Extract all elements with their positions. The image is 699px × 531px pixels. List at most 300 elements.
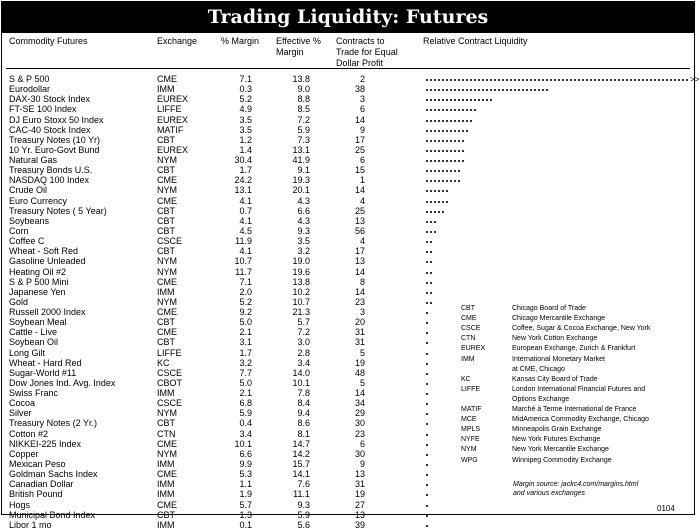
- contracts-value: 14: [354, 388, 365, 398]
- margin-value: 9.2: [239, 307, 252, 317]
- contracts-value: 23: [354, 296, 365, 307]
- margin-value: 5.0: [239, 317, 252, 328]
- exchange-code: NYM: [157, 155, 177, 165]
- liquidity-dots: [425, 241, 433, 243]
- source-note-line-2: and various exchanges: [513, 490, 585, 497]
- liquidity-dots: [425, 434, 429, 436]
- commodity-name: Copper: [9, 448, 39, 459]
- legend-name: New York Mercantile Exchange: [512, 446, 609, 454]
- commodity-name: S & P 500: [9, 74, 50, 84]
- contracts-value: 20: [354, 317, 365, 328]
- effective-margin-value: 8.8: [297, 94, 310, 105]
- contracts-value: 13: [354, 509, 365, 520]
- effective-margin-value: 3.0: [297, 337, 310, 348]
- commodity-name: Heating Oil #2: [9, 266, 67, 277]
- exchange-code: MATIF: [157, 124, 184, 135]
- legend-name: Chicago Mercantile Exchange: [512, 315, 605, 323]
- margin-value: 10.7: [234, 256, 252, 267]
- margin-value: 11.7: [235, 266, 252, 277]
- liquidity-dots: [425, 292, 433, 294]
- contracts-value: 17: [354, 246, 365, 257]
- contracts-value: 14: [354, 266, 365, 277]
- commodity-name: Sugar-World #11: [9, 367, 77, 378]
- effective-margin-value: 20.1: [292, 185, 310, 196]
- margin-value: 0.1: [239, 519, 252, 530]
- effective-margin-value: 13.8: [292, 276, 310, 287]
- liquidity-dots: [425, 170, 461, 172]
- liquidity-dots: [425, 494, 429, 496]
- exchange-code: CME: [157, 195, 177, 206]
- legend-code: WPG: [461, 456, 478, 464]
- legend-name: New York Cotton Exchange: [512, 335, 598, 343]
- contracts-value: 8: [359, 276, 365, 287]
- contracts-value: 30: [354, 418, 365, 429]
- contracts-value: 23: [354, 428, 365, 439]
- commodity-name: Corn: [9, 226, 29, 236]
- legend-code: NYFE: [461, 436, 480, 444]
- contracts-value: 2: [359, 74, 365, 84]
- contracts-value: 31: [354, 479, 365, 490]
- contracts-value: 6: [359, 438, 365, 449]
- commodity-name: Euro Currency: [9, 195, 68, 206]
- margin-value: 13.1: [234, 185, 252, 196]
- liquidity-dots: [425, 474, 429, 476]
- commodity-name: NASDAQ 100 Index: [9, 175, 90, 186]
- legend-name: Minneapolis Grain Exchange: [512, 426, 602, 434]
- chart-title: Trading Liquidity: Futures: [2, 2, 694, 33]
- contracts-value: 13: [354, 469, 365, 480]
- liquidity-dots: [425, 79, 689, 81]
- exchange-code: CBT: [157, 215, 175, 226]
- exchange-code: IMM: [157, 286, 175, 297]
- contracts-value: 14: [354, 286, 365, 297]
- commodity-name: NIKKEI-225 Index: [9, 438, 82, 449]
- exchange-code: IMM: [157, 479, 175, 490]
- margin-value: 3.2: [239, 357, 252, 368]
- exchange-code: CME: [157, 276, 177, 287]
- effective-margin-value: 7.6: [297, 479, 310, 490]
- commodity-name: 10 Yr. Euro-Govt Bund: [9, 144, 100, 155]
- margin-value: 10.1: [234, 438, 252, 449]
- exchange-code: EUREX: [157, 144, 189, 155]
- liquidity-dots: [425, 302, 433, 304]
- exchange-code: CBT: [157, 509, 175, 520]
- effective-margin-value: 9.3: [297, 226, 310, 236]
- commodity-name: Crude Oil: [9, 185, 48, 196]
- commodity-name: Natural Gas: [9, 155, 58, 165]
- liquidity-dots: [425, 423, 429, 425]
- effective-margin-value: 5.6: [297, 519, 310, 530]
- exchange-code: KC: [157, 357, 170, 368]
- legend-code: CBT: [461, 305, 475, 312]
- effective-margin-value: 4.3: [297, 215, 310, 226]
- exchange-code: CSCE: [157, 398, 183, 409]
- source-note-line-1: Margin source: jackc4.com/margins.html: [513, 481, 639, 488]
- exchange-code: CME: [157, 499, 177, 510]
- effective-margin-value: 19.0: [292, 256, 310, 267]
- liquidity-dots: [425, 109, 477, 111]
- margin-value: 6.8: [239, 398, 252, 409]
- liquidity-dots: [425, 322, 429, 324]
- margin-value: 5.3: [239, 469, 252, 480]
- liquidity-dots: [425, 221, 437, 223]
- exchange-code: CSCE: [157, 367, 183, 378]
- commodity-name: Treasury Notes (10 Yr): [9, 134, 101, 145]
- effective-margin-value: 5.9: [297, 509, 310, 520]
- figure-id: 0104: [657, 504, 675, 513]
- source-note: [513, 480, 693, 498]
- contracts-value: 13: [354, 215, 365, 226]
- contracts-value: 5: [359, 377, 365, 388]
- legend-code: CME: [461, 315, 477, 323]
- legend-code: MCE: [461, 416, 477, 424]
- header-rule: [6, 68, 690, 69]
- exchange-code: IMM: [157, 519, 175, 530]
- exchange-code: CBOT: [157, 377, 183, 388]
- margin-value: 1.9: [239, 489, 252, 500]
- margin-value: 4.1: [239, 195, 252, 206]
- contracts-value: 34: [354, 398, 365, 409]
- exchange-code: NYM: [157, 266, 177, 277]
- contracts-value: 4: [359, 236, 365, 247]
- liquidity-dots: [425, 373, 429, 375]
- margin-value: 7.7: [239, 367, 252, 378]
- effective-margin-value: 5.9: [297, 124, 310, 135]
- commodity-name: Swiss Franc: [9, 388, 59, 398]
- liquidity-dots: [425, 120, 473, 122]
- contracts-value: 5: [359, 347, 365, 358]
- liquidity-dots: [425, 515, 429, 517]
- contracts-value: 19: [354, 357, 365, 368]
- exchange-code: CME: [157, 74, 177, 84]
- exchange-code: CBT: [157, 226, 175, 236]
- exchange-code: CBT: [157, 205, 175, 216]
- effective-margin-value: 14.1: [292, 469, 310, 480]
- overflow-arrow: >>: [690, 75, 699, 84]
- liquidity-dots: [425, 363, 429, 365]
- effective-margin-value: 9.0: [297, 84, 310, 95]
- effective-margin-value: 3.4: [297, 357, 310, 368]
- margin-value: 3.4: [239, 428, 252, 439]
- effective-margin-value: 3.5: [297, 236, 310, 247]
- contracts-value: 14: [354, 185, 365, 196]
- contracts-value: 3: [359, 94, 365, 105]
- margin-value: 4.1: [239, 246, 252, 257]
- exchange-code: CBT: [157, 418, 175, 429]
- effective-margin-value: 3.2: [297, 246, 310, 257]
- legend-name: London International Financial Futures and: [512, 385, 646, 393]
- margin-value: 4.1: [239, 215, 252, 226]
- contracts-value: 15: [354, 165, 365, 176]
- liquidity-dots: [425, 140, 465, 142]
- contracts-value: 25: [354, 144, 365, 155]
- commodity-name: Russell 2000 Index: [9, 307, 86, 317]
- exchange-code: NYM: [157, 256, 177, 267]
- legend-name: Options Exchange: [512, 395, 570, 403]
- legend-code: IMM: [461, 355, 475, 363]
- effective-margin-value: 14.7: [292, 438, 310, 449]
- liquidity-dots: [425, 353, 429, 355]
- contracts-value: 30: [354, 448, 365, 459]
- margin-value: 5.2: [239, 296, 252, 307]
- margin-value: 5.9: [239, 408, 252, 419]
- liquidity-dots: [425, 150, 465, 152]
- effective-margin-value: 7.8: [297, 388, 310, 398]
- liquidity-dots: [425, 261, 433, 263]
- effective-margin-value: 10.1: [292, 377, 310, 388]
- contracts-value: 56: [354, 226, 365, 236]
- legend-code: CTN: [461, 335, 476, 343]
- commodity-name: Eurodollar: [9, 84, 51, 95]
- figure-frame: [1, 1, 699, 530]
- exchange-code: CBT: [157, 317, 175, 328]
- liquidity-dots: [425, 393, 429, 395]
- exchange-code: IMM: [157, 84, 175, 95]
- header-contracts-1: Contracts to: [336, 36, 385, 46]
- liquidity-dots: [425, 332, 429, 334]
- liquidity-dots: [425, 342, 429, 344]
- effective-margin-value: 4.3: [297, 195, 310, 206]
- commodity-name: CAC-40 Stock Index: [9, 124, 91, 135]
- effective-margin-value: 19.6: [292, 266, 310, 277]
- liquidity-dots: [425, 180, 461, 182]
- commodity-name: Gold: [9, 296, 29, 307]
- margin-value: 0.3: [239, 84, 252, 95]
- commodity-name: Cattle - Live: [9, 327, 58, 338]
- exchange-code: CTN: [157, 428, 176, 439]
- margin-value: 5.7: [239, 499, 252, 510]
- legend-code: KC: [461, 375, 471, 383]
- header-commodity: Commodity Futures: [9, 36, 88, 46]
- effective-margin-value: 13.8: [292, 74, 310, 84]
- exchange-code: EUREX: [157, 94, 189, 105]
- effective-margin-value: 8.4: [297, 398, 310, 409]
- margin-value: 3.5: [239, 114, 252, 125]
- contracts-value: 14: [354, 114, 365, 125]
- exchange-code: CME: [157, 175, 177, 186]
- contracts-value: 9: [359, 458, 365, 469]
- effective-margin-value: 5.7: [297, 317, 310, 328]
- legend-name: Chicago Board of Trade: [512, 305, 586, 312]
- commodity-name: Silver: [9, 408, 32, 419]
- effective-margin-value: 11.1: [293, 489, 310, 500]
- liquidity-dots: [425, 272, 433, 274]
- exchange-code: CME: [157, 327, 177, 338]
- effective-margin-value: 8.5: [297, 104, 310, 115]
- commodity-name: British Pound: [9, 489, 63, 500]
- margin-value: 5.2: [239, 94, 252, 105]
- contracts-value: 13: [354, 256, 365, 267]
- margin-value: 3.5: [239, 124, 252, 135]
- commodity-name: Coffee C: [9, 236, 45, 247]
- commodity-name: Wheat - Soft Red: [9, 246, 79, 257]
- header-contracts-3: Dollar Profit: [336, 58, 384, 68]
- margin-value: 1.7: [239, 165, 252, 176]
- margin-value: 5.0: [239, 377, 252, 388]
- exchange-code: LIFFE: [157, 104, 182, 115]
- contracts-value: 1: [359, 175, 365, 186]
- legend-name: Winnipeg Commodity Exchange: [512, 456, 612, 464]
- contracts-value: 3: [359, 307, 365, 317]
- margin-value: 3.1: [239, 337, 252, 348]
- legend-name: at CME, Chicago: [512, 365, 565, 373]
- exchange-code: CSCE: [157, 236, 183, 247]
- commodity-name: Soybeans: [9, 215, 50, 226]
- exchange-code: LIFFE: [157, 347, 182, 358]
- margin-value: 7.1: [239, 74, 252, 84]
- exchange-code: NYM: [157, 408, 177, 419]
- effective-margin-value: 8.6: [297, 418, 310, 429]
- commodity-name: Libor 1 mo: [9, 519, 52, 530]
- liquidity-dots: [425, 160, 465, 162]
- liquidity-dots: [425, 413, 429, 415]
- commodity-name: Municipal Bond Index: [9, 509, 96, 520]
- header-margin: % Margin: [221, 36, 260, 46]
- effective-margin-value: 14.2: [292, 448, 310, 459]
- margin-value: 2.0: [239, 286, 252, 297]
- margin-value: 0.7: [239, 205, 252, 216]
- margin-value: 7.1: [239, 276, 252, 287]
- effective-margin-value: 13.1: [292, 144, 310, 155]
- commodity-name: Long Gilt: [9, 347, 46, 358]
- effective-margin-value: 7.2: [297, 114, 310, 125]
- liquidity-dots: [425, 251, 433, 253]
- legend-code: NYM: [461, 446, 477, 454]
- legend-name: Kansas City Board of Trade: [512, 375, 598, 383]
- liquidity-dots: [425, 525, 429, 527]
- margin-value: 1.3: [239, 509, 252, 520]
- contracts-value: 29: [354, 408, 365, 419]
- legend-name: Marché à Terme International de France: [512, 406, 637, 413]
- commodity-name: Mexican Peso: [9, 458, 66, 469]
- margin-value: 2.1: [239, 327, 252, 338]
- commodity-name: DAX-30 Stock Index: [9, 94, 91, 105]
- header-effective-1: Effective %: [276, 36, 321, 46]
- margin-value: 4.5: [239, 226, 252, 236]
- exchange-code: CBT: [157, 134, 175, 145]
- legend-name: New York Futures Exchange: [512, 436, 601, 444]
- contracts-value: 48: [354, 367, 365, 378]
- liquidity-dots: [425, 99, 493, 101]
- margin-value: 30.4: [234, 155, 252, 165]
- contracts-value: 6: [359, 155, 365, 165]
- effective-margin-value: 9.4: [297, 408, 310, 419]
- exchange-code: CME: [157, 469, 177, 480]
- commodity-name: Gasoline Unleaded: [9, 256, 86, 267]
- commodity-name: DJ Euro Stoxx 50 Index: [9, 114, 104, 125]
- effective-margin-value: 7.3: [297, 134, 310, 145]
- liquidity-dots: [425, 505, 429, 507]
- commodity-name: Hogs: [9, 499, 31, 510]
- commodity-name: Soybean Oil: [9, 337, 59, 348]
- effective-margin-value: 9.3: [297, 499, 310, 510]
- commodity-name: Goldman Sachs Index: [9, 469, 98, 480]
- liquidity-dots: [425, 89, 549, 91]
- liquidity-dots: [425, 231, 437, 233]
- legend-name: MidAmerica Commodity Exchange, Chicago: [512, 416, 649, 424]
- effective-margin-value: 8.1: [297, 428, 310, 439]
- liquidity-dots: [425, 130, 469, 132]
- commodity-name: Treasury Notes (2 Yr.): [9, 418, 98, 429]
- exchange-code: NYM: [157, 296, 177, 307]
- legend-code: EUREX: [461, 345, 486, 353]
- margin-value: 1.1: [239, 479, 252, 490]
- header-exchange: Exchange: [157, 36, 198, 46]
- legend-code: MPLS: [461, 426, 481, 434]
- liquidity-dots: [425, 444, 429, 446]
- effective-margin-value: 41.9: [292, 155, 310, 165]
- contracts-value: 27: [354, 499, 365, 510]
- contracts-value: 31: [354, 337, 365, 348]
- liquidity-dots: [425, 484, 429, 486]
- contracts-value: 38: [354, 84, 365, 95]
- contracts-value: 19: [354, 489, 365, 500]
- commodity-name: Soybean Meal: [9, 317, 67, 328]
- commodity-name: Dow Jones Ind. Avg. Index: [9, 377, 116, 388]
- legend-code: LIFFE: [461, 385, 481, 393]
- exchange-code: CME: [157, 307, 177, 317]
- effective-margin-value: 15.7: [292, 458, 310, 469]
- exchange-code: IMM: [157, 458, 175, 469]
- commodity-name: FT-SE 100 Index: [9, 104, 77, 115]
- liquidity-dots: [425, 403, 429, 405]
- contracts-value: 17: [354, 134, 365, 145]
- margin-value: 6.6: [239, 448, 252, 459]
- exchange-code: CBT: [157, 246, 175, 257]
- liquidity-dots: [425, 190, 449, 192]
- exchange-code: NYM: [157, 185, 177, 196]
- effective-margin-value: 9.1: [297, 165, 310, 176]
- contracts-value: 39: [354, 519, 365, 530]
- liquidity-dots: [425, 464, 429, 466]
- margin-value: 11.9: [235, 236, 252, 247]
- liquidity-dots: [425, 211, 445, 213]
- legend-code: MATIF: [461, 406, 482, 413]
- effective-margin-value: 7.2: [297, 327, 310, 338]
- exchange-code: IMM: [157, 489, 175, 500]
- contracts-value: 25: [354, 205, 365, 216]
- commodity-name: Canadian Dollar: [9, 479, 74, 490]
- margin-value: 9.9: [239, 458, 252, 469]
- commodity-name: Cotton #2: [9, 428, 49, 439]
- exchange-code: NYM: [157, 448, 177, 459]
- commodity-name: Wheat - Hard Red: [9, 357, 82, 368]
- exchange-code: IMM: [157, 388, 175, 398]
- margin-value: 4.9: [239, 104, 252, 115]
- commodity-name: S & P 500 Mini: [9, 276, 69, 287]
- header-effective-2: Margin: [276, 47, 304, 57]
- header-liquidity: Relative Contract Liquidity: [423, 36, 528, 46]
- commodity-name: Treasury Bonds U.S.: [9, 165, 93, 176]
- exchange-code: EUREX: [157, 114, 189, 125]
- effective-margin-value: 19.3: [292, 175, 310, 186]
- margin-value: 0.4: [239, 418, 252, 429]
- exchange-code: CME: [157, 438, 177, 449]
- margin-value: 1.7: [239, 347, 252, 358]
- liquidity-dots: [425, 201, 449, 203]
- effective-margin-value: 10.2: [292, 286, 310, 297]
- contracts-value: 9: [359, 124, 365, 135]
- margin-value: 1.4: [239, 144, 252, 155]
- liquidity-dots: [425, 383, 429, 385]
- header-contracts-2: Trade for Equal: [336, 47, 398, 57]
- exchange-code: CBT: [157, 337, 175, 348]
- liquidity-dots: [425, 282, 433, 284]
- contracts-value: 4: [359, 195, 365, 206]
- margin-value: 24.2: [234, 175, 252, 186]
- margin-value: 2.1: [239, 388, 252, 398]
- exchange-code: CBT: [157, 165, 175, 176]
